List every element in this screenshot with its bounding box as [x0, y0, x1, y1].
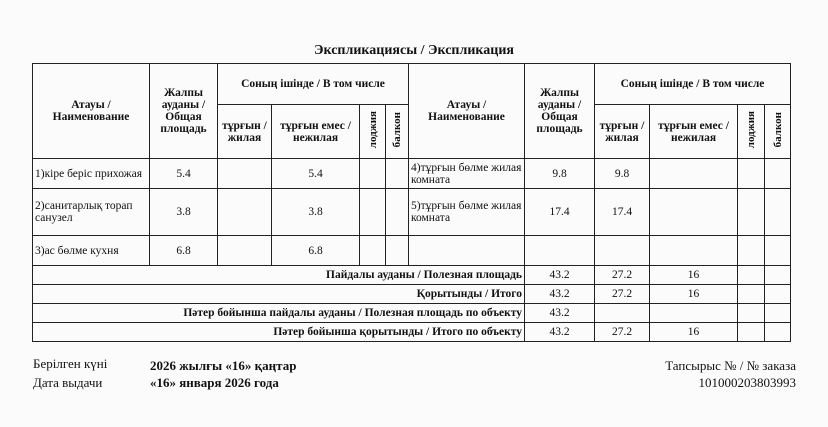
loggia-cell [738, 159, 765, 189]
issue-date-label-kz: Берілген күні [33, 356, 108, 371]
summary-row [33, 304, 791, 323]
room-name-cell [409, 236, 525, 266]
living-area-cell [218, 159, 272, 189]
loggia-cell [738, 189, 765, 236]
room-name-cell: 4)тұрғын бөлме жилая комната [409, 159, 525, 189]
summary-row [33, 285, 791, 304]
summary-label: Қорытынды / Итого [33, 285, 525, 304]
room-name-cell: 5)тұрғын бөлме жилая комната [409, 189, 525, 236]
summary-total: 43.2 [525, 304, 595, 323]
living-area-cell [218, 236, 272, 266]
issue-date-label-ru: Дата выдачи [33, 375, 103, 390]
summary-living: 27.2 [595, 323, 650, 342]
summary-nonliving: 16 [650, 285, 738, 304]
living-area-cell [218, 189, 272, 236]
summary-living: 27.2 [595, 285, 650, 304]
room-name-cell: 1)кіре беріс прихожая [33, 159, 150, 189]
nonliving-area-cell: 5.4 [272, 159, 360, 189]
summary-label: Пәтер бойынша пайдалы ауданы / Полезная площадь по объекту [33, 304, 525, 323]
header-living-left: тұрғын / жилая [218, 105, 272, 159]
table-row [33, 159, 791, 189]
header-including-right: Соның ішінде / В том числе [595, 64, 791, 105]
nonliving-area-cell [650, 159, 738, 189]
loggia-cell [738, 236, 765, 266]
total-area-cell: 17.4 [525, 189, 595, 236]
summary-balcony [765, 266, 791, 285]
summary-label: Пәтер бойынша қорытынды / Итого по объекту [33, 323, 525, 342]
total-area-cell: 6.8 [150, 236, 218, 266]
balcony-cell [386, 189, 409, 236]
issue-date-kz: 2026 жылғы «16» қаңтар [150, 358, 297, 373]
total-area-cell: 9.8 [525, 159, 595, 189]
summary-nonliving [650, 304, 738, 323]
header-loggia-left: лоджия [366, 111, 379, 149]
summary-living [595, 304, 650, 323]
loggia-cell [360, 189, 386, 236]
header-balcony-left: балкон [391, 112, 403, 148]
summary-row [33, 266, 791, 285]
header-total-right: Жалпы ауданы / Общая площадь [525, 64, 595, 159]
summary-balcony [765, 304, 791, 323]
header-balcony-right: балкон [771, 112, 784, 148]
explication-table [32, 63, 791, 342]
table-row [33, 189, 791, 236]
living-area-cell: 9.8 [595, 159, 650, 189]
summary-balcony [765, 323, 791, 342]
header-name-left: Атауы / Наименование [33, 64, 150, 159]
summary-row [33, 323, 791, 342]
living-area-cell [595, 236, 650, 266]
room-name-cell: 3)ас бөлме кухня [33, 236, 150, 266]
loggia-cell [360, 159, 386, 189]
summary-nonliving: 16 [650, 323, 738, 342]
summary-total: 43.2 [525, 285, 595, 304]
header-loggia-right: лоджия [745, 111, 757, 149]
document-title: Экспликациясы / Экспликация [314, 43, 514, 58]
living-area-cell: 17.4 [595, 189, 650, 236]
summary-loggia [738, 285, 765, 304]
balcony-cell [386, 236, 409, 266]
total-area-cell: 3.8 [150, 189, 218, 236]
header-living-right: тұрғын / жилая [595, 105, 650, 159]
loggia-cell [360, 236, 386, 266]
room-name-cell: 2)санитарлық торап санузел [33, 189, 150, 236]
header-nonliving-left: тұрғын емес / нежилая [272, 105, 360, 159]
summary-label: Пайдалы ауданы / Полезная площадь [33, 266, 525, 285]
header-including-left: Соның ішінде / В том числе [218, 64, 409, 105]
nonliving-area-cell [650, 236, 738, 266]
issue-date-ru: «16» января 2026 года [150, 375, 279, 390]
summary-loggia [738, 323, 765, 342]
total-area-cell: 5.4 [150, 159, 218, 189]
balcony-cell [765, 159, 791, 189]
header-total-left: Жалпы ауданы / Общая площадь [150, 64, 218, 159]
summary-total: 43.2 [525, 266, 595, 285]
summary-nonliving: 16 [650, 266, 738, 285]
summary-loggia [738, 266, 765, 285]
nonliving-area-cell: 3.8 [272, 189, 360, 236]
order-number: 101000203803993 [698, 375, 796, 390]
balcony-cell [765, 189, 791, 236]
balcony-cell [765, 236, 791, 266]
header-name-right: Атауы / Наименование [409, 64, 525, 159]
table-row [33, 236, 791, 266]
summary-living: 27.2 [595, 266, 650, 285]
header-nonliving-right: тұрғын емес / нежилая [650, 105, 738, 159]
balcony-cell [386, 159, 409, 189]
nonliving-area-cell [650, 189, 738, 236]
nonliving-area-cell: 6.8 [272, 236, 360, 266]
order-number-label: Тапсырыс № / № заказа [665, 358, 796, 373]
total-area-cell [525, 236, 595, 266]
summary-loggia [738, 304, 765, 323]
summary-balcony [765, 285, 791, 304]
summary-total: 43.2 [525, 323, 595, 342]
